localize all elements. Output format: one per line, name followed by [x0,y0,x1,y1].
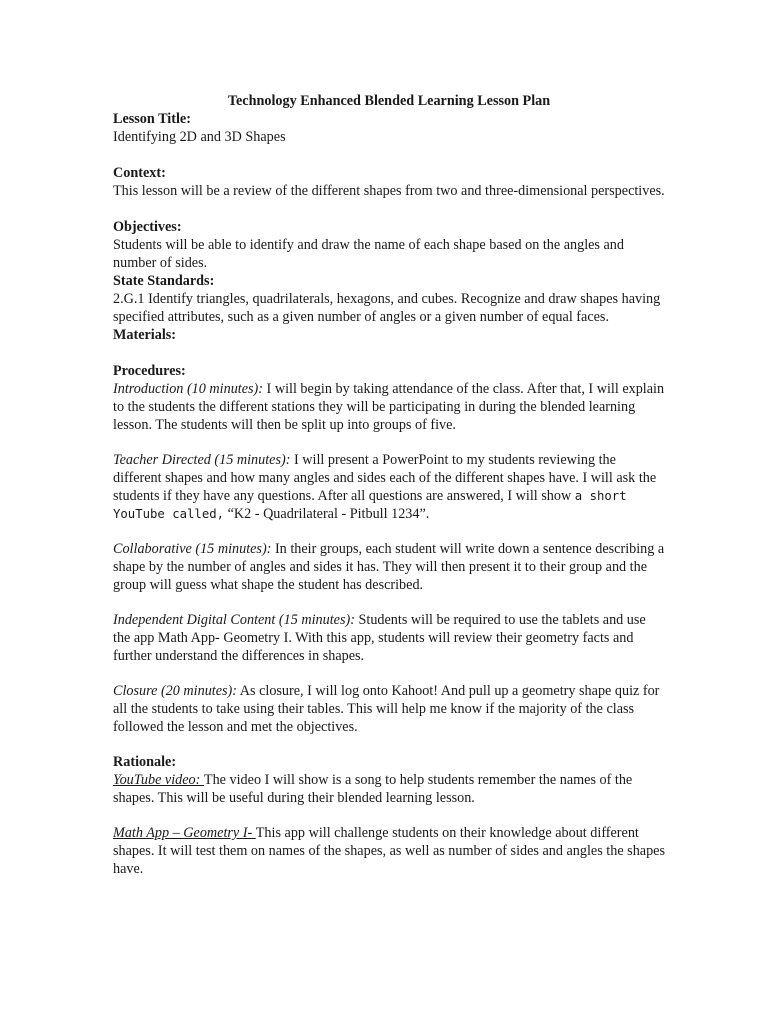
rationale-math-app [113,824,665,878]
spacer [113,200,665,218]
procedure-text: In their groups, each student will write down a sentence describing a shape by the number of angles and sides it has. They will then present it to their group and the group will guess what shape the student has described. [113,541,665,593]
spacer [113,594,665,611]
document-title: Technology Enhanced Blended Learning Lesson Plan [227,93,551,109]
rationale-youtube [113,771,665,807]
procedure-lead: Teacher Directed (15 minutes): [113,452,291,468]
procedure-text: Students will be required to use the tablets and use the app Math App- Geometry I. With this app, students will review their geometry facts and further understand the differences in shapes. [113,612,646,664]
procedure-lead: Independent Digital Content (15 minutes): [113,612,355,628]
state-standards-heading: State Standards: [113,273,215,289]
procedure-text: I will begin by taking attendance of the class. After that, I will explain to the students the different stations they will be participating in during the blended learning lesson. The students will then be split up into groups of five. [113,381,665,433]
procedure-lead: Introduction (10 minutes): [113,381,263,397]
spacer [113,434,665,451]
lesson-title-heading: Lesson Title: [113,111,191,127]
rationale-text: The video I will show is a song to help students remember the names of the shapes. This will be useful during their blended learning lesson. [113,772,633,806]
procedure-independent-digital [113,611,665,665]
lesson-title-text: Identifying 2D and 3D Shapes [113,129,286,145]
rationale-text: This app will challenge students on their knowledge about different shapes. It will test them on names of the shapes, as well as number of sides and angles the shapes have. [113,825,666,877]
state-standards-text: 2.G.1 Identify triangles, quadrilaterals, hexagons, and cubes. Recognize and draw shapes having specified attributes, such as a given number of angles or a given number of equal faces. [113,291,661,325]
procedures-heading: Procedures: [113,363,186,379]
document-page [113,92,665,878]
objectives-heading: Objectives: [113,219,182,235]
procedure-closure [113,682,665,736]
procedure-text-after: “K2 - Quadrilateral - Pitbull 1234”. [224,506,430,522]
procedure-lead: Closure (20 minutes): [113,683,237,699]
spacer [113,344,665,362]
spacer [113,665,665,682]
spacer [113,146,665,164]
rationale-lead: Math App – Geometry I- [113,825,256,841]
spacer [113,523,665,540]
rationale-lead: YouTube video: [113,772,204,788]
procedure-teacher-directed [113,451,665,523]
context-text: This lesson will be a review of the different shapes from two and three-dimensional perspectives. [113,183,665,199]
spacer [113,736,665,753]
objectives-text: Students will be able to identify and draw the name of each shape based on the angles and number of sides. [113,237,624,271]
procedure-text-mono: a short YouTube called, [113,489,627,521]
procedure-text: As closure, I will log onto Kahoot! And pull up a geometry shape quiz for all the students to take using their tables. This will help me know if the majority of the class followed the lesson and met the objectives. [113,683,660,735]
context-heading: Context: [113,165,166,181]
spacer [113,807,665,824]
procedure-text: I will present a PowerPoint to my students reviewing the different shapes and how many angles and sides each of the different shapes have. I will ask the students if they have any questions. After all questions are answered, I will show [113,452,657,504]
procedure-introduction [113,380,665,434]
procedure-collaborative [113,540,665,594]
procedure-lead: Collaborative (15 minutes): [113,541,272,557]
materials-heading: Materials: [113,327,177,343]
rationale-heading: Rationale: [113,754,177,770]
